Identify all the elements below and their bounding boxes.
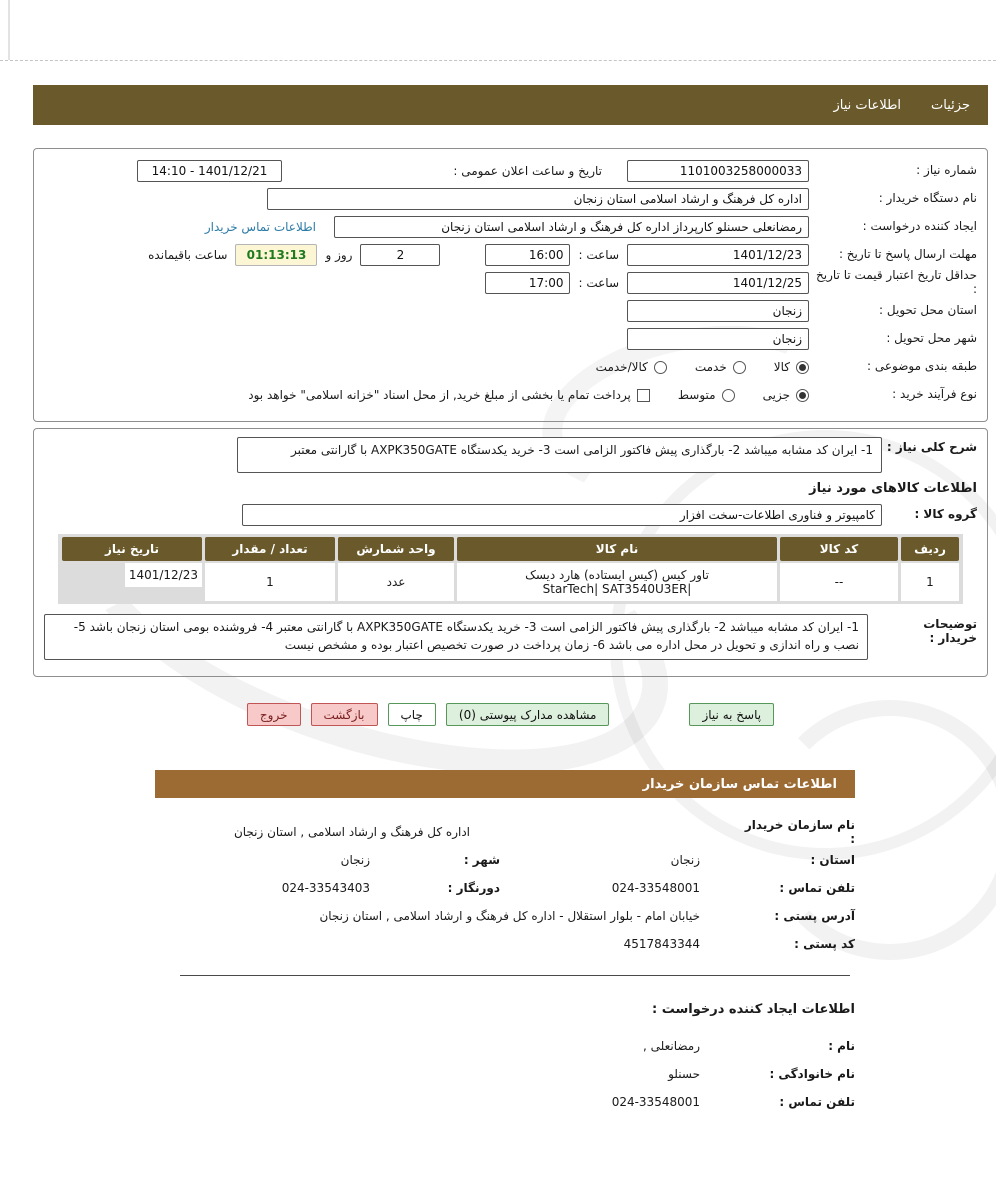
item-name-line2: StarTech| SAT3540U3ER|: [542, 582, 692, 596]
buyer-org-input[interactable]: [267, 188, 809, 210]
col-item-name: نام کالا: [457, 537, 777, 561]
goods-group-label: گروه کالا :: [914, 507, 977, 521]
item-qty-cell: 1: [205, 563, 335, 601]
contact-fax-value: 024-33543403: [281, 881, 370, 895]
creator-family-value: حسنلو: [668, 1067, 700, 1081]
buyer-org-label: نام دستگاه خریدار :: [878, 191, 977, 206]
category-service-option[interactable]: [695, 360, 746, 374]
request-number-row: [44, 157, 977, 185]
item-row: [62, 563, 959, 601]
contact-address-label: آدرس پستی :: [774, 909, 855, 923]
deadline-hour-label: ساعت :: [578, 248, 619, 262]
items-table: [58, 534, 963, 604]
top-divider: [0, 60, 996, 61]
org-name-value: اداره کل فرهنگ و ارشاد اسلامی , استان زنجان: [233, 825, 470, 839]
need-description-label: شرح کلی نیاز :: [886, 440, 977, 454]
process-small-radio[interactable]: [796, 389, 809, 402]
contact-province-label: استان :: [810, 853, 855, 867]
reply-deadline-date-input[interactable]: [627, 244, 809, 266]
delivery-province-row: [44, 297, 977, 325]
buyer-contact-header: اطلاعات تماس سازمان خریدار: [155, 770, 855, 798]
process-small-option[interactable]: [763, 388, 809, 402]
category-goods-label: کالا: [773, 360, 790, 374]
request-creator-label: ایجاد کننده درخواست :: [862, 219, 977, 234]
creator-phone-label: تلفن تماس :: [779, 1095, 855, 1109]
address-row: [141, 902, 855, 930]
remaining-days-input[interactable]: [360, 244, 440, 266]
subject-category-label: طبقه بندی موضوعی :: [867, 359, 977, 374]
delivery-city-input[interactable]: [627, 328, 809, 350]
back-button[interactable]: بازگشت: [311, 703, 378, 726]
item-unit-cell: عدد: [338, 563, 454, 601]
request-creator-heading: اطلاعات ایجاد کننده درخواست :: [652, 1002, 855, 1017]
request-creator-row: [44, 213, 977, 241]
col-need-date: تاریخ نیاز: [62, 537, 202, 561]
category-goods-radio[interactable]: [796, 361, 809, 374]
process-small-label: جزیی: [762, 388, 790, 402]
postal-code-row: [141, 930, 855, 958]
province-city-row: [141, 846, 855, 874]
item-index-cell: 1: [901, 563, 959, 601]
print-button[interactable]: چاپ: [388, 703, 436, 726]
reply-deadline-row: [44, 241, 977, 269]
item-code-cell: --: [780, 563, 898, 601]
delivery-province-input[interactable]: [627, 300, 809, 322]
validity-hour-label: ساعت :: [578, 276, 619, 290]
process-medium-option[interactable]: [678, 388, 735, 402]
category-both-label: کالا/خدمت: [595, 360, 648, 374]
goods-group-row: [44, 504, 977, 526]
buyer-notes-text: 1- ایران کد مشابه میباشد 2- بارگذاری پیش فاکتور الزامی است 3- خرید یکدستگاه AXPK350GATE با گارانتی معتبر 4- فروشنده بومی استان زنجان باشد 5- نصب و راه اندازی و تحویل در محل اداره می باشد 6- زمان پرداخت در صورت تخصیص اعتبار بوده و مشخص نیست: [73, 620, 859, 652]
buyer-notes-label: توضیحات خریدار :: [923, 617, 977, 646]
action-buttons-row: [33, 703, 988, 726]
process-type-label: نوع فرآیند خرید :: [892, 387, 977, 402]
buyer-contact-link[interactable]: اطلاعات تماس خریدار: [204, 220, 316, 234]
buyer-notes-box[interactable]: [44, 614, 868, 660]
request-number-input[interactable]: [627, 160, 809, 182]
contact-phone-value: 024-33548001: [611, 881, 700, 895]
process-type-row: [44, 381, 977, 409]
category-service-label: خدمت: [694, 360, 727, 374]
item-name-cell: [457, 563, 777, 601]
day-and-label: روز و: [325, 248, 353, 262]
request-creator-input[interactable]: [334, 216, 809, 238]
respond-button[interactable]: پاسخ به نیاز: [689, 703, 774, 726]
treasury-payment-label: پرداخت تمام یا بخشی از مبلغ خرید, از محل اسناد "خزانه اسلامی" خواهد بود: [248, 388, 631, 402]
section-divider: [180, 975, 850, 976]
category-both-option[interactable]: [596, 360, 667, 374]
creator-phone-value: 024-33548001: [611, 1095, 700, 1109]
left-edge-line: [8, 0, 10, 60]
phone-fax-row: [141, 874, 855, 902]
item-name-line1: تاور کیس (کیس ایستاده) هارد دیسک: [525, 568, 709, 582]
buyer-notes-row: [44, 614, 977, 660]
process-medium-radio[interactable]: [722, 389, 735, 402]
col-index: ردیف: [901, 537, 959, 561]
process-medium-label: متوسط: [677, 388, 716, 402]
postal-code-value: 4517843344: [623, 937, 700, 951]
category-goods-option[interactable]: [774, 360, 809, 374]
countdown-timer: 01:13:13: [235, 244, 317, 266]
treasury-payment-option[interactable]: [248, 388, 650, 402]
need-description-box[interactable]: [237, 437, 882, 473]
reply-deadline-time-input[interactable]: [485, 244, 570, 266]
treasury-payment-checkbox[interactable]: [637, 389, 650, 402]
buyer-org-row: [44, 185, 977, 213]
announce-datetime-input[interactable]: [137, 160, 282, 182]
org-name-label: نام سازمان خریدار :: [744, 818, 855, 846]
creator-family-row: [141, 1060, 855, 1088]
delivery-city-row: [44, 325, 977, 353]
price-validity-label: حداقل تاریخ اعتبار قیمت تا تاریخ :: [816, 268, 977, 296]
col-unit: واحد شمارش: [338, 537, 454, 561]
delivery-province-label: استان محل تحویل :: [879, 303, 977, 318]
subject-category-row: [44, 353, 977, 381]
buyer-contact-section: [141, 818, 855, 958]
category-service-radio[interactable]: [733, 361, 746, 374]
tab-need-info[interactable]: اطلاعات نیاز: [833, 97, 902, 113]
contact-address-value: خیابان امام - بلوار استقلال - اداره کل فرهنگ و ارشاد اسلامی , استان زنجان: [319, 909, 700, 923]
tab-details[interactable]: جزئیات: [931, 97, 970, 113]
item-date-cell: 1401/12/23: [125, 563, 202, 587]
creator-name-value: رمضانعلی ,: [642, 1039, 700, 1053]
col-item-code: کد کالا: [780, 537, 898, 561]
price-validity-time-input[interactable]: [485, 272, 570, 294]
request-number-label: شماره نیاز :: [916, 163, 977, 178]
delivery-city-label: شهر محل تحویل :: [886, 331, 977, 346]
exit-button[interactable]: خروج: [247, 703, 301, 726]
reply-deadline-label: مهلت ارسال پاسخ تا تاریخ :: [838, 247, 977, 262]
col-quantity: تعداد / مقدار: [205, 537, 335, 561]
required-goods-heading: اطلاعات کالاهای مورد نیاز: [809, 481, 977, 496]
contact-city-value: زنجان: [340, 853, 370, 867]
creator-family-label: نام خانوادگی :: [769, 1067, 855, 1081]
contact-phone-label: تلفن تماس :: [779, 881, 855, 895]
items-table-header-row: [62, 537, 959, 561]
org-name-row: [141, 818, 855, 846]
request-creator-section: [141, 1032, 855, 1116]
price-validity-row: [44, 269, 977, 297]
need-description-row: [44, 437, 977, 473]
creator-phone-row: [141, 1088, 855, 1116]
hours-remaining-label: ساعت باقیمانده: [148, 248, 228, 262]
creator-name-row: [141, 1032, 855, 1060]
contact-fax-label: دورنگار :: [447, 881, 500, 895]
category-both-radio[interactable]: [654, 361, 667, 374]
creator-name-label: نام :: [828, 1039, 855, 1053]
announce-datetime-label: تاریخ و ساعت اعلان عمومی :: [453, 164, 602, 178]
contact-province-value: زنجان: [670, 853, 700, 867]
need-details-box: [33, 428, 988, 677]
need-description-text: 1- ایران کد مشابه میباشد 2- بارگذاری پیش فاکتور الزامی است 3- خرید یکدستگاه AXPK350GATE با گارانتی معتبر: [291, 443, 873, 457]
contact-city-label: شهر :: [463, 853, 500, 867]
request-form-box: [33, 148, 988, 422]
postal-code-label: کد پستی :: [794, 937, 855, 951]
price-validity-date-input[interactable]: [627, 272, 809, 294]
view-attachments-button[interactable]: مشاهده مدارک پیوستی (0): [446, 703, 610, 726]
goods-group-input[interactable]: [242, 504, 882, 526]
header-tab-bar: [33, 85, 988, 125]
